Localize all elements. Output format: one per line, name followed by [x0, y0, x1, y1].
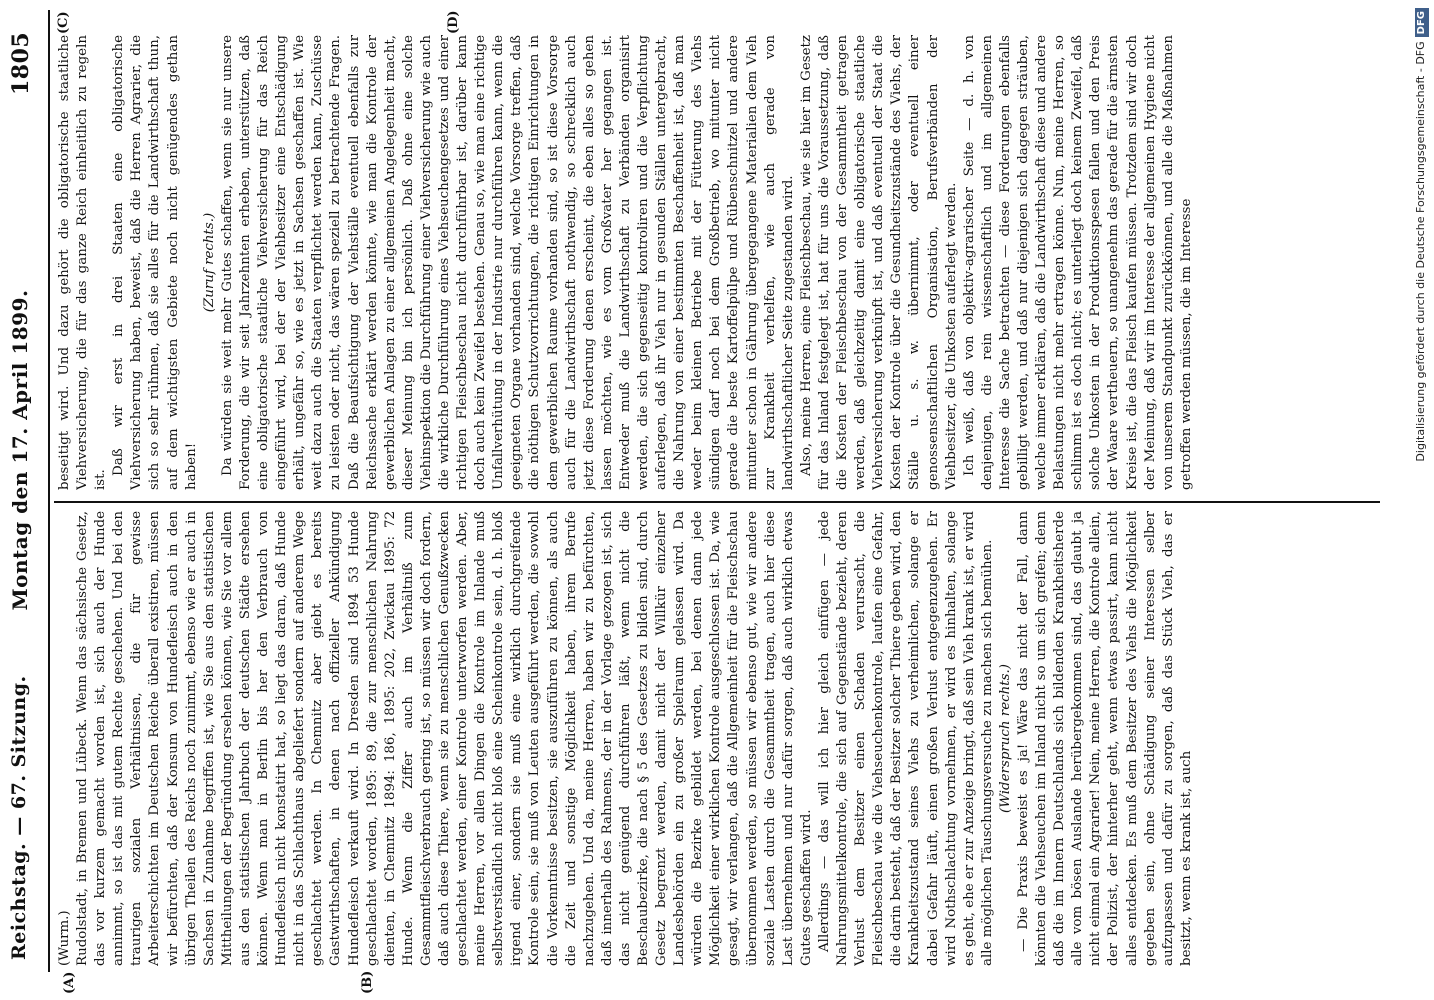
paragraph: Ich weiß, daß von objektiv-agrarischer Seite — d. h. von denjenigen, die rein wissenschaftlich und im allgemeinen Interesse die Sache betrachten — diese Forderungen ebenfalls gebilligt werden, und daß nur diejenigen sich dagegen sträuben, welche immer erklären, daß die Landwirthschaft diese und andere Belastungen nicht mehr ertragen könne. Nun, meine Herren, so schlimm ist es doch nicht; es unterliegt doch keinem Zweifel, daß solche Unkosten in der Produktionsspesen fallen und den Preis der Waare vertheuern, so unangenehm das gerade für die ärmsten Kreise ist, die das Fleisch kaufen müssen. Trotzdem sind wir doch der Meinung, daß wir im Interesse der allgemeinen Hygiene nicht von unserem Standpunkt zurückkönnen, und alle die Maßnahmen getroffen werden müssen, die im Interesse — [961, 35, 1194, 490]
margin-marker-c: (C) — [56, 11, 71, 34]
left-column — [56, 511, 1384, 966]
credit-text: Digitalisierung gefördert durch die Deutsche Forschungsgemeinschaft - DFG — [1414, 41, 1427, 462]
paragraph: beseitigt wird. Und dazu gehört die obligatorische staatliche Viehversicherung, die für das ganze Reich einheitlich zu regeln ist. — [57, 35, 109, 490]
margin-marker-b: (B) — [360, 970, 375, 994]
paragraph: — Die Praxis beweist es ja! Wäre das nicht der Fall, dann könnten die Viehseuchen im Inland nicht so um sich greifen; denn daß die im Innern Deutschlands sich bildenden Krankheitsherde alle vom bösen Auslande herübergekommen sind, das glaubt ja nicht einmal ein Agrarier! Nein, meine Herren, die Kontrole allein, der Polizist, der hinterher geht, wenn etwas passirt, kann nicht alles entdecken. Es muß dem Besitzer des Viehs die Möglichkeit gegeben sein, ohne Schädigung seiner Interessen selber aufzupassen und dafür zu sorgen, daß das Stück Vieh, das er besitzt, wenn es krank ist, auch — [1015, 511, 1194, 966]
margin-marker-a: (A) — [62, 971, 77, 994]
column-divider — [54, 501, 1380, 503]
right-column — [56, 35, 1384, 490]
interjection: (Zuruf rechts.) — [201, 212, 217, 313]
digitization-credit — [1412, 8, 1430, 992]
header-rule — [48, 10, 50, 972]
credit-line — [1412, 8, 1430, 992]
running-header-left: Reichstag. — 67. Sitzung. — [8, 675, 30, 960]
margin-marker-d: (D) — [446, 10, 461, 34]
interjection: (Widerspruch rechts.) — [997, 664, 1013, 813]
dfg-logo: DFG — [1415, 8, 1429, 37]
paragraph: Da würden sie weit mehr Gutes schaffen, wenn sie nur unsere Forderung, die wir seit Jahrzehnten erheben, unterstützen, daß eine obligatorische staatliche Viehversicherung für das Reich eingeführt wird, bei der der Viehbesitzer eine Entschädigung erhält, ungefähr so, wie es jetzt in Sachsen geschaffen ist. Wie weit dazu auch die Staaten verpflichtet werden kann, Zuschüsse zu leisten oder nicht, das wären speziell zu betrachtende Fragen. Daß die Beaufsichtigung der Viehställe eventuell ebenfalls zur Reichssache erklärt werden könnte, wie man die Kontrole der gewerblichen Anlagen zu einer allgemeinen Angelegenheit macht, dieser Meinung bin ich persönlich. Daß ohne eine solche Viehinspektion die Durchführung einer Viehversicherung wie auch die wirkliche Durchführung eines Viehseuchengesetzes und einer richtigen Fleischbeschau nicht durchführbar ist, darüber kann doch auch kein Zweifel bestehen. Genau so, wie man eine richtige Unfallverhütung in der Industrie nur durchführen kann, wenn die geeigneten Organe vorhanden sind, welche Vorsorge treffen, daß die nöthigen Schutzvorrichtungen, die richtigen Einrichtungen in dem gewerblichen Raume vorhanden sind, so ist diese Vorsorge auch für die Landwirthschaft nothwendig, so schrecklich auch jetzt diese Forderung denen erscheint, die eben alles so gehen lassen möchten, wie es vom Großvater her gegangen ist. Entweder muß die Landwirthschaft zu Verbänden organisirt werden, die sich gegenseitig kontroliren und die Verpflichtung auferlegen, daß ihr Vieh nur in gesunden Ställen untergebracht, die Nahrung von einer bestimmten Beschaffenheit ist, daß man weder beim kleinen Betriebe mit der Fütterung des Viehs sündigen darf noch bei dem Großbetrieb, wo mitunter nicht gerade die beste Kartoffelpülpe und Rübenschnitzel und andere mitunter schon in Gährung übergegangene Materialien dem Vieh zur Krankheit verhelfen, wie auch gerade von landwirthschaftlicher Seite zugestanden wird. — [219, 35, 796, 490]
paragraph: Rudolstadt, in Bremen und Lübeck. Wenn das sächsische Gesetz, das vor kurzem gemacht worden ist, sich auch der Hunde annimmt, so ist das mit gutem Rechte geschehen. Und bei den traurigen sozialen Verhältnissen, die für gewisse Arbeiterschichten im Deutschen Reiche überall existiren, müssen wir befürchten, daß der Konsum von Hundefleisch auch in den übrigen Theilen des Reichs noch zunimmt, ebenso wie er auch in Sachsen in Zunahme begriffen ist, wie Sie aus den statistischen Mittheilungen der Begründung ersehen können, wie Sie vor allem aus den statistischen Jahrbuch der deutschen Städte ersehen können. Wenn man in Berlin bis her den Verbrauch von Hundefleisch nicht konstatirt hat, so liegt das daran, daß Hunde nicht in das Schlachthaus abgeliefert sondern auf anderem Wege geschlachtet werden. In Chemnitz aber giebt es bereits Gastwirthschaften, in denen nach offizieller Ankündigung Hundefleisch verkauft wird. In Dresden sind 1894 53 Hunde geschlachtet worden, 1895: 89, die zur menschlichen Nahrung dienten, in Chemnitz 1894: 186, 1895: 202, Zwickau 1895: 72 Hunde. Wenn die Ziffer auch im Verhältniß zum Gesammtfleischverbrauch gering ist, so müssen wir doch fordern, daß auch diese Thiere, wenn sie zu menschlichen Genußzwecken geschlachtet werden, einer Kontrole unterworfen werden. Aber, meine Herren, vor allen Dingen die Kontrole im Inlande muß selbstverständlich nicht bloß eine Scheinkontrole sein, d. h. bloß irgend einer, sondern sie muß eine wirklich durchgreifende Kontrole sein, sie muß von Leuten ausgeführt werden, die sowohl die Vorkenntnisse besitzen, sie auszuführen zu können, als auch die Zeit und sonstige Möglichkeit haben, ihrem Berufe nachzugehen. Und da, meine Herren, haben wir zu befürchten, daß innerhalb des Rahmens, der in der Vorlage gezogen ist, sich das nicht genügend durchführen läßt, wenn nicht die Beschaubezirke, die nach § 5 des Gesetzes zu bilden sind, durch Gesetz begrenzt werden, damit nicht der Willkür einzelner Landesbehörden ein zu großer Spielraum gelassen wird. Da würden die Bezirke gebildet werden, bei denen dann jede Möglichkeit einer wirklichen Kontrole ausgeschlossen ist. Da, wie gesagt, wir verlangen, daß die Allgemeinheit für die Fleischschau übernommen werden, so müssen wir ebenso gut, wie wir andere soziale Lasten durch die Gesammtheit tragen, auch hier diese Last übernehmen und nur dafür sorgen, daß auch wirklich etwas Gutes geschaffen wird. — [75, 511, 814, 966]
paragraph: Allerdings — das will ich hier gleich einfügen — jede Nahrungsmittelkontrole, die sich auf Gegenstände bezieht, deren Verlust dem Besitzer einen Schaden verursacht, die Fleischbeschau wie die Viehseuchenkontrole, laufen eine Gefahr, die darin besteht, daß der Besitzer solcher Thiere geben wird, den Krankheitszustand seines Viehs zu verheimlichen, solange er dabei Gefahr läuft, einen großen Verlust entgegenzugehen. Er wird Nothschlachtung vornehmen, er wird es hinhalten, solange es geht, ehe er zur Anzeige bringt, daß sein Vieh krank ist, er wird alle möglichen Täuschungsversuche zu machen sich bemühen. — [816, 511, 995, 966]
paragraph: Daß wir erst in drei Staaten eine obligatorische Viehversicherung haben, beweist, daß die Herren Agrarier, die sich so sehr rühmen, daß sie alles für die Landwirthschaft thun, auf dem wichtigsten Gebiete noch nicht genügendes gethan haben! — [111, 35, 199, 490]
paragraph: Also, meine Herren, eine Fleischbeschau, wie sie hier im Gesetz für das Inland festgelegt ist, hat für uns die Voraussetzung, daß die Kosten der Fleischbeschau von der Gesammtheit getragen werden, daß gleichzeitig damit eine obligatorische staatliche Viehversicherung verknüpft ist, und daß eventuell der Staat die Kosten der Kontrole über die Gesundheitszustände des Viehs, der Ställe u. s. w. übernimmt, oder eventuell einer genossenschaftlichen Organisation, Berufsverbänden der Viehbesitzer, die Unkosten auferlegt werden. — [798, 35, 959, 490]
speaker-label: (Wurm.) — [57, 910, 72, 966]
page-number: 1805 — [8, 31, 34, 95]
running-header-date: Montag den 17. April 1899. — [8, 289, 32, 611]
